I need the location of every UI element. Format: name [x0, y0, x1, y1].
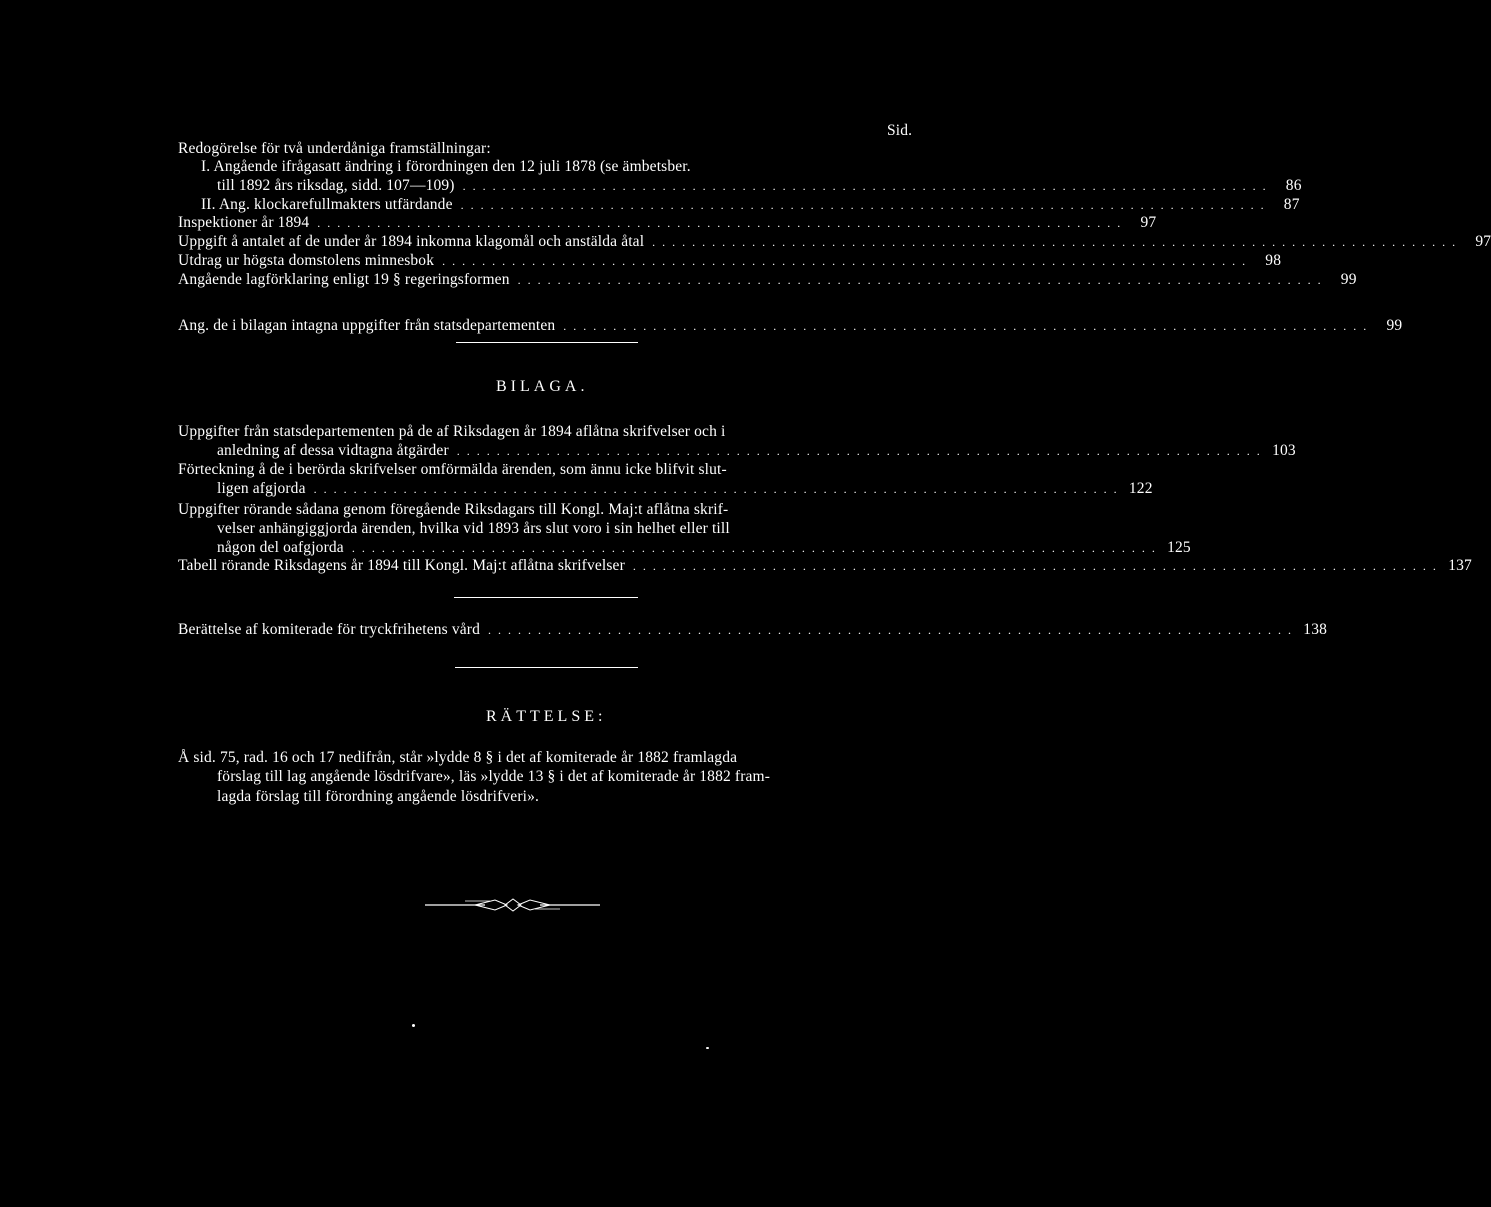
toc-item-4-page: 97 — [1475, 233, 1491, 250]
toc-item-3 — [178, 214, 1157, 232]
bilaga-entry-3-page: 125 — [1167, 539, 1191, 556]
toc-item-5-text: Utdrag ur högsta domstolens minnesbok — [178, 252, 435, 269]
toc-item-4-text: Uppgift å antalet af de under år 1894 inkomna klagomål och anstälda åtal — [178, 233, 645, 250]
dot-leader: . . . . . . . . . . . . . . . . . . . . . . . . . . . . . . . . . . . . . . . . . . . . . . . . . . . . . . . . . . . . . . . . . . . . . . . . . . . . . . . . . — [313, 482, 1119, 496]
bilaga-entry-4 — [178, 557, 1472, 575]
rattelse-line-1: Å sid. 75, rad. 16 och 17 nedifrån, står »lydde 8 § i det af komiterade år 1882 framlagda — [178, 749, 738, 766]
dot-leader: . . . . . . . . . . . . . . . . . . . . . . . . . . . . . . . . . . . . . . . . . . . . . . . . . . . . . . . . . . . . . . . . . . . . . . . . . . . . . . . . . — [488, 623, 1293, 637]
toc-item-2-page: 87 — [1283, 196, 1300, 213]
toc-item-6-page: 99 — [1340, 271, 1357, 288]
ornament-divider-icon — [425, 895, 600, 915]
bilaga-entry-3-line-1: Uppgifter rörande sådana genom föregående Riksdagars till Kongl. Maj:t aflåtna skrif- — [178, 501, 729, 518]
dot-leader: . . . . . . . . . . . . . . . . . . . . . . . . . . . . . . . . . . . . . . . . . . . . . . . . . . . . . . . . . . . . . . . . . . . . . . . . . . . . . . . . . — [652, 235, 1458, 249]
bilaga-entry-4-page: 137 — [1448, 557, 1472, 574]
bilaga-entry-1-line-1: Uppgifter från statsdepartementen på de af Riksdagen år 1894 aflåtna skrifvelser och i — [178, 423, 726, 440]
dot-leader: . . . . . . . . . . . . . . . . . . . . . . . . . . . . . . . . . . . . . . . . . . . . . . . . . . . . . . . . . . . . . . . . . . . . . . . . . . . . . . . . . — [563, 319, 1369, 333]
bilaga-entry-3-line-2: velser anhängiggjorda ärenden, hvilka vid 1893 års slut voro i sin helhet eller till — [217, 520, 730, 537]
toc-item-2-text: II. Ang. klockarefullmakters utfärdande — [201, 196, 453, 213]
bilaga-entry-3-line-3 — [217, 539, 1191, 557]
bilaga-entry-1-text: anledning af dessa vidtagna åtgärder — [217, 442, 449, 459]
berattelse-entry — [178, 621, 1327, 639]
bilaga-heading: BILAGA. — [496, 378, 589, 395]
toc-item-1-text: till 1892 års riksdag, sidd. 107—109) — [217, 177, 455, 194]
dot-leader: . . . . . . . . . . . . . . . . . . . . . . . . . . . . . . . . . . . . . . . . . . . . . . . . . . . . . . . . . . . . . . . . . . . . . . . . . . . . . . . . . — [517, 273, 1323, 287]
toc-item-6 — [178, 271, 1357, 289]
section-divider — [455, 667, 638, 668]
toc-item-7-text: Ang. de i bilagan intagna uppgifter från statsdepartementen — [178, 317, 556, 334]
toc-item-7 — [178, 317, 1403, 335]
section-divider — [456, 342, 638, 343]
toc-item-2 — [201, 196, 1300, 214]
bilaga-entry-2-page: 122 — [1128, 480, 1153, 497]
sid-column-label: Sid. — [887, 122, 913, 139]
print-speck — [706, 1047, 709, 1049]
print-speck — [412, 1024, 415, 1027]
toc-item-1-line-1: I. Angående ifrågasatt ändring i förordningen den 12 juli 1878 (se ämbetsber. — [201, 158, 691, 175]
bilaga-entry-2-line-2 — [217, 480, 1153, 498]
dot-leader: . . . . . . . . . . . . . . . . . . . . . . . . . . . . . . . . . . . . . . . . . . . . . . . . . . . . . . . . . . . . . . . . . . . . . . . . . . . . . . . . . — [317, 216, 1123, 230]
dot-leader: . . . . . . . . . . . . . . . . . . . . . . . . . . . . . . . . . . . . . . . . . . . . . . . . . . . . . . . . . . . . . . . . . . . . . . . . . . . . . . . . . — [460, 198, 1266, 212]
toc-item-1-page: 86 — [1285, 177, 1302, 194]
rattelse-line-2: förslag till lag angående lösdrifvare», läs »lydde 13 § i det af komiterade år 1882 fram- — [217, 768, 771, 785]
berattelse-text: Berättelse af komiterade för tryckfrihetens vård — [178, 621, 480, 638]
berattelse-page: 138 — [1303, 621, 1327, 638]
toc-item-1-line-2 — [217, 177, 1302, 195]
rattelse-heading: RÄTTELSE: — [486, 708, 607, 725]
dot-leader: . . . . . . . . . . . . . . . . . . . . . . . . . . . . . . . . . . . . . . . . . . . . . . . . . . . . . . . . . . . . . . . . . . . . . . . . . . . . . . . . . — [456, 444, 1262, 458]
toc-item-6-text: Angående lagförklaring enligt 19 § regeringsformen — [178, 271, 510, 288]
toc-intro: Redogörelse för två underdåniga framställningar: — [178, 140, 491, 157]
bilaga-entry-1-page: 103 — [1272, 442, 1296, 459]
toc-item-5 — [178, 252, 1282, 270]
dot-leader: . . . . . . . . . . . . . . . . . . . . . . . . . . . . . . . . . . . . . . . . . . . . . . . . . . . . . . . . . . . . . . . . . . . . . . . . . . . . . . . . . — [462, 179, 1268, 193]
rattelse-line-3: lagda förslag till förordning angående lösdrifveri». — [217, 788, 540, 805]
toc-item-3-text: Inspektioner år 1894 — [178, 214, 310, 231]
dot-leader: . . . . . . . . . . . . . . . . . . . . . . . . . . . . . . . . . . . . . . . . . . . . . . . . . . . . . . . . . . . . . . . . . . . . . . . . . . . . . . . . . — [351, 541, 1157, 555]
toc-item-4 — [178, 233, 1491, 251]
bilaga-entry-4-text: Tabell rörande Riksdagens år 1894 till Kongl. Maj:t aflåtna skrifvelser — [178, 557, 625, 574]
bilaga-entry-2-line-1: Förteckning å de i berörda skrifvelser omförmälda ärenden, som ännu icke blifvit slut- — [178, 461, 727, 478]
section-divider — [454, 597, 638, 598]
toc-item-7-page: 99 — [1386, 317, 1403, 334]
bilaga-entry-2-text: ligen afgjorda — [217, 480, 306, 497]
dot-leader: . . . . . . . . . . . . . . . . . . . . . . . . . . . . . . . . . . . . . . . . . . . . . . . . . . . . . . . . . . . . . . . . . . . . . . . . . . . . . . . . . — [442, 254, 1248, 268]
bilaga-entry-3-text: någon del oafgjorda — [217, 539, 344, 556]
toc-item-3-page: 97 — [1140, 214, 1157, 231]
toc-item-5-page: 98 — [1265, 252, 1282, 269]
bilaga-entry-1-line-2 — [217, 442, 1296, 460]
dot-leader: . . . . . . . . . . . . . . . . . . . . . . . . . . . . . . . . . . . . . . . . . . . . . . . . . . . . . . . . . . . . . . . . . . . . . . . . . . . . . . . . . — [632, 559, 1438, 573]
